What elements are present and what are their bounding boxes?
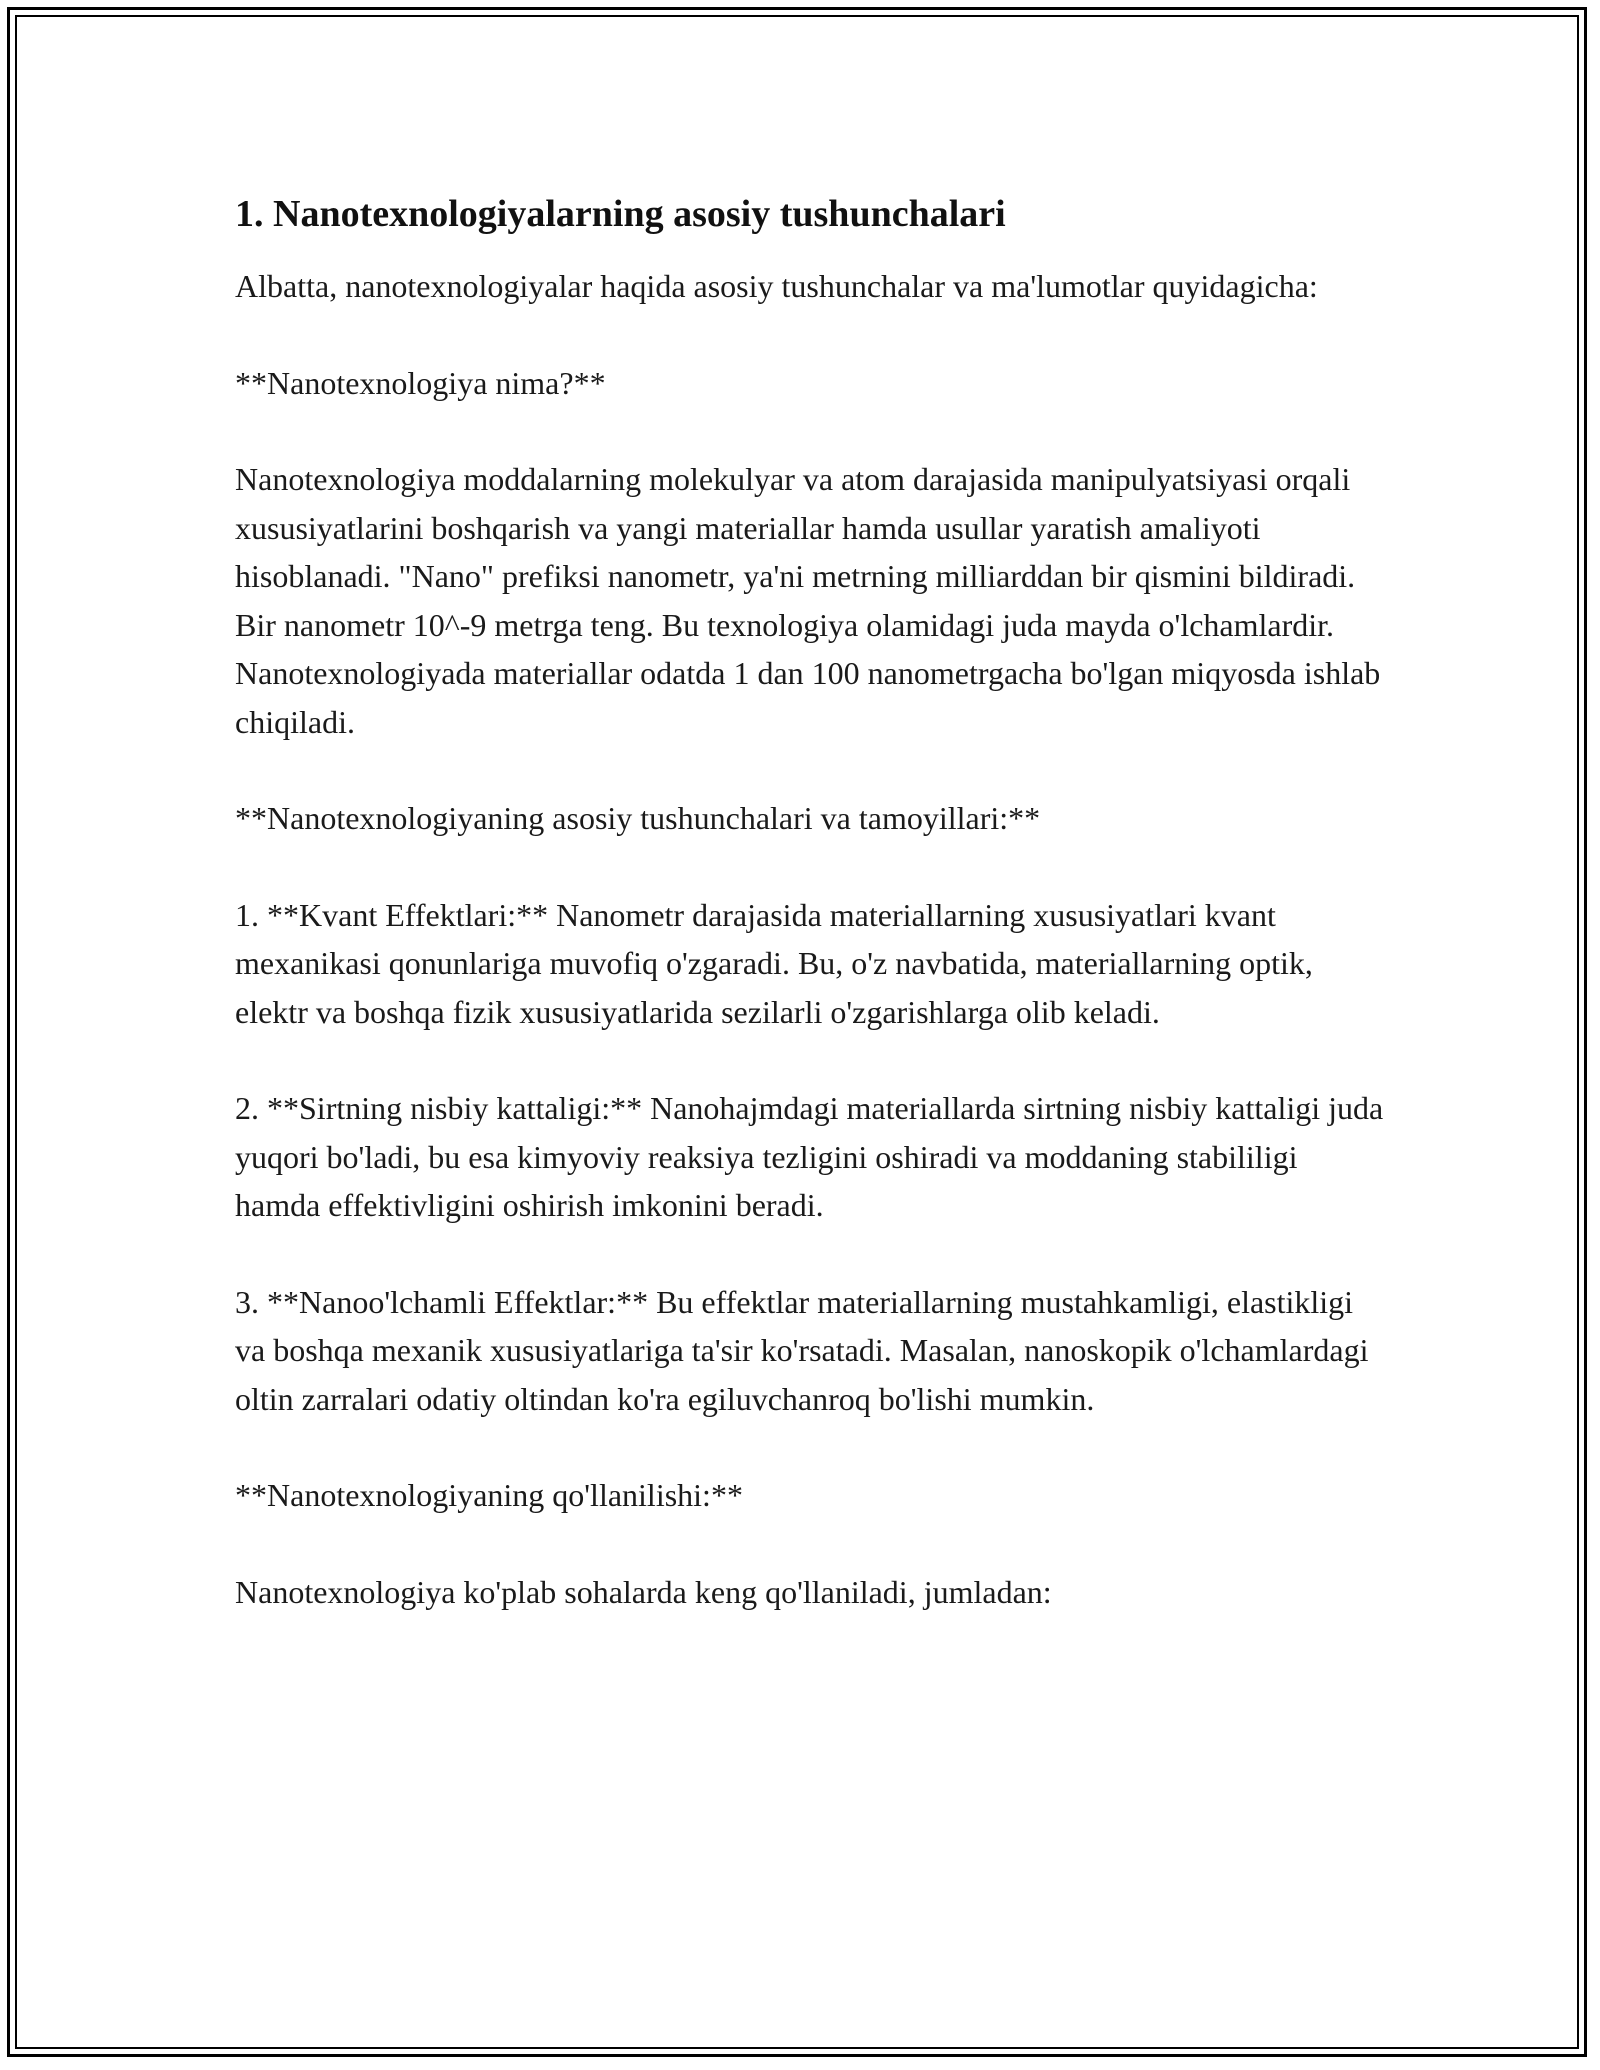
list-item-surface-area: 2. **Sirtning nisbiy kattaligi:** Nanohajmdagi materiallarda sirtning nisbiy kattaligi juda yuqori bo'ladi, bu esa kimyoviy reaksiya tezligini oshiradi va moddaning stabililigi hamda effektivligini oshirish imkonini beradi. xyxy=(235,1090,1384,1223)
paragraph-definition: Nanotexnologiya moddalarning molekulyar va atom darajasida manipulyatsiyasi orqali xususiyatlarini boshqarish va yangi materiallar hamda usullar yaratish amaliyoti hisoblanadi. "Nano" prefiksi nanometr, ya'ni metrning milliarddan bir qismini bildiradi. Bir nanometr 10^-9 metrga teng. Bu texnologiya olamidagi juda mayda o'lchamlardir. Nanotexnologiyada materiallar odatda 1 dan 100 nanometrgacha bo'lgan miqyosda ishlab chiqiladi. xyxy=(235,461,1381,740)
heading-applications: **Nanotexnologiyaning qo'llanilishi:** xyxy=(235,1477,743,1513)
heading-what-is-nanotech: **Nanotexnologiya nima?** xyxy=(235,364,606,401)
paragraph-applications-intro: Nanotexnologiya ko'plab sohalarda keng qo'llaniladi, jumladan: xyxy=(235,1573,1052,1610)
list-item-quantum-effects: 1. **Kvant Effektlari:** Nanometr darajasida materiallarning xususiyatlari kvant mexanikasi qonunlariga muvofiq o'zgaradi. Bu, o'z navbatida, materiallarning optik, elektr va boshqa fizik xususiyatlarida sezilarli o'zgarishlarga olib keladi. xyxy=(235,896,1313,1030)
document-title: 1. Nanotexnologiyalarning asosiy tushunchalari xyxy=(235,193,1006,235)
document-body xyxy=(235,186,1385,1664)
list-item-nanoscale-effects: 3. **Nanoo'lchamli Effektlar:** Bu effektlar materiallarning mustahkamligi, elastikligi va boshqa mexanik xususiyatlariga ta'sir ko'rsatadi. Masalan, nanoskopik o'lchamlardagi oltin zarralari odatiy oltindan ko'ra egiluvchanroq bo'lishi mumkin. xyxy=(235,1283,1369,1417)
paragraph-intro: Albatta, nanotexnologiyalar haqida asosiy tushunchalar va ma'lumotlar quyidagicha: xyxy=(235,268,1318,304)
heading-principles: **Nanotexnologiyaning asosiy tushunchalari va tamoyillari:** xyxy=(235,800,1041,836)
